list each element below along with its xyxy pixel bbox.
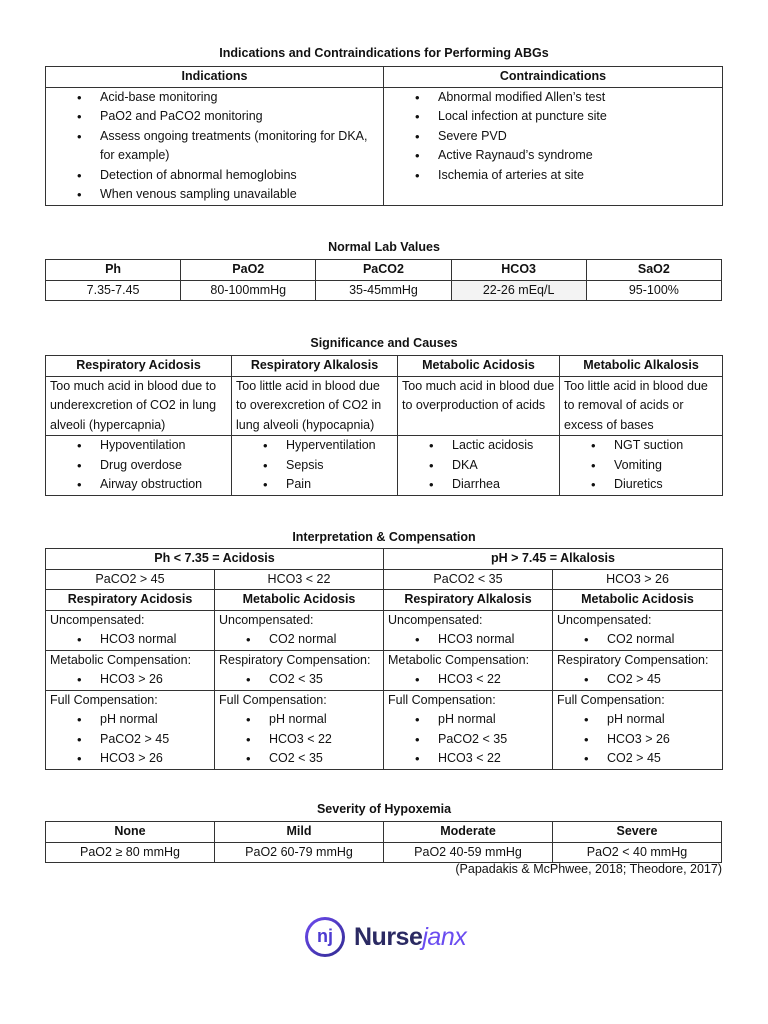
labs-value: 22-26 mEq/L: [451, 280, 586, 301]
list-item: • pH normal: [438, 710, 548, 730]
causes-list-cell: [46, 436, 232, 496]
list-item: • CO2 > 45: [607, 670, 718, 690]
labs-value: 35-45mmHg: [316, 280, 451, 301]
full-compensation-label: Full Compensation:: [50, 692, 158, 707]
list-item: • Sepsis: [286, 456, 393, 476]
list-item: • CO2 normal: [269, 630, 379, 650]
full-compensation-label: Full Compensation:: [388, 692, 496, 707]
list-item: • HCO3 > 26: [100, 749, 210, 769]
full-compensation-label: Full Compensation:: [557, 692, 665, 707]
causes-description: Too much acid in blood due to overproduction of acids: [398, 376, 560, 436]
causes-list: [564, 436, 718, 495]
uncompensated-label: Uncompensated:: [219, 612, 314, 627]
causes-description: Too little acid in blood due to overexcretion of CO2 in lung alveoli (hypocapnia): [232, 376, 398, 436]
interp-group-header: pH > 7.45 = Alkalosis: [384, 549, 723, 570]
list-item: • HCO3 < 22: [438, 749, 548, 769]
compensation-list: [557, 670, 718, 690]
causes-list-cell: [232, 436, 398, 496]
list-item: • Diuretics: [614, 475, 718, 495]
uncompensated-label: Uncompensated:: [50, 612, 145, 627]
interp-type: Respiratory Acidosis: [46, 590, 215, 611]
list-item: • CO2 < 35: [269, 670, 379, 690]
causes-header: Metabolic Alkalosis: [560, 356, 723, 377]
list-item: • Local infection at puncture site: [438, 107, 718, 127]
contraindications-cell: [384, 87, 723, 205]
indications-header: Indications: [46, 67, 384, 88]
hypox-value: PaO2 ≥ 80 mmHg: [46, 842, 215, 863]
list-item: • Severe PVD: [438, 127, 718, 147]
full-compensation-cell: [384, 690, 553, 769]
list-item: • Vomiting: [614, 456, 718, 476]
labs-header: PaCO2: [316, 260, 451, 281]
hypox-header: None: [46, 822, 215, 843]
list-item: • Assess ongoing treatments (monitoring for DKA, for example): [100, 127, 379, 166]
hypox-header: Moderate: [384, 822, 553, 843]
compensation-list: [388, 670, 548, 690]
list-item: • Pain: [286, 475, 393, 495]
causes-description: Too little acid in blood due to removal of acids or excess of bases: [560, 376, 723, 436]
causes-list: [402, 436, 555, 495]
interp-table: [45, 548, 723, 770]
nursejanx-logo: [305, 917, 466, 957]
list-item: • Diarrhea: [452, 475, 555, 495]
labs-value: 95-100%: [586, 280, 721, 301]
logo-brand: Nurse: [354, 922, 423, 951]
list-item: • HCO3 > 26: [100, 670, 210, 690]
uncompensated-list: [219, 630, 379, 650]
list-item: • Drug overdose: [100, 456, 227, 476]
logo-mark-icon: [305, 917, 345, 957]
hypox-value: PaO2 40-59 mmHg: [384, 842, 553, 863]
interp-criteria: PaCO2 > 45: [46, 569, 215, 590]
list-item: • Airway obstruction: [100, 475, 227, 495]
contraindications-list: [388, 88, 718, 186]
list-item: • CO2 normal: [607, 630, 718, 650]
list-item: • Hypoventilation: [100, 436, 227, 456]
causes-list: [236, 436, 393, 495]
citation: (Papadakis & McPhwee, 2018; Theodore, 2017): [455, 862, 722, 876]
uncompensated-label: Uncompensated:: [557, 612, 652, 627]
compensation-label: Respiratory Compensation:: [557, 652, 709, 667]
logo-mark-text: nj: [308, 920, 342, 954]
list-item: • pH normal: [100, 710, 210, 730]
list-item: • HCO3 normal: [100, 630, 210, 650]
hypox-value: PaO2 60-79 mmHg: [215, 842, 384, 863]
list-item: • PaCO2 > 45: [100, 730, 210, 750]
list-item: • HCO3 < 22: [438, 670, 548, 690]
interp-type: Metabolic Acidosis: [553, 590, 723, 611]
list-item: • DKA: [452, 456, 555, 476]
list-item: • Hyperventilation: [286, 436, 393, 456]
compensation-list: [50, 670, 210, 690]
causes-description: Too much acid in blood due to underexcretion of CO2 in lung alveoli (hypercapnia): [46, 376, 232, 436]
list-item: • NGT suction: [614, 436, 718, 456]
labs-value: 80-100mmHg: [181, 280, 316, 301]
causes-header: Respiratory Alkalosis: [232, 356, 398, 377]
hypox-header: Mild: [215, 822, 384, 843]
interp-title: Interpretation & Compensation: [292, 530, 476, 544]
hypox-value: PaO2 < 40 mmHg: [553, 842, 722, 863]
hypox-header: Severe: [553, 822, 722, 843]
causes-table: [45, 355, 723, 496]
causes-title: Significance and Causes: [310, 336, 458, 350]
uncompensated-list: [50, 630, 210, 650]
compensation-cell: [553, 650, 723, 690]
logo-brand-italic: janx: [422, 922, 467, 951]
full-compensation-cell: [215, 690, 384, 769]
interp-criteria: HCO3 > 26: [553, 569, 723, 590]
list-item: • PaO2 and PaCO2 monitoring: [100, 107, 379, 127]
list-item: • HCO3 < 22: [269, 730, 379, 750]
interp-type: Metabolic Acidosis: [215, 590, 384, 611]
causes-header: Metabolic Acidosis: [398, 356, 560, 377]
full-compensation-label: Full Compensation:: [219, 692, 327, 707]
full-compensation-list: [219, 710, 379, 769]
compensation-label: Metabolic Compensation:: [50, 652, 192, 667]
labs-header: SaO2: [586, 260, 721, 281]
uncompensated-list: [557, 630, 718, 650]
uncompensated-label: Uncompensated:: [388, 612, 483, 627]
compensation-cell: [46, 650, 215, 690]
interp-criteria: HCO3 < 22: [215, 569, 384, 590]
contraindications-header: Contraindications: [384, 67, 723, 88]
full-compensation-list: [50, 710, 210, 769]
uncompensated-list: [388, 630, 548, 650]
compensation-list: [219, 670, 379, 690]
abg-title: Indications and Contraindications for Performing ABGs: [219, 46, 549, 60]
list-item: • HCO3 normal: [438, 630, 548, 650]
labs-title: Normal Lab Values: [328, 240, 440, 254]
logo-wordmark: [354, 923, 466, 952]
list-item: • Ischemia of arteries at site: [438, 166, 718, 186]
list-item: • pH normal: [607, 710, 718, 730]
causes-list-cell: [560, 436, 723, 496]
uncompensated-cell: [553, 610, 723, 650]
indications-list: [50, 88, 379, 205]
compensation-label: Respiratory Compensation:: [219, 652, 371, 667]
causes-list-cell: [398, 436, 560, 496]
labs-table: [45, 259, 722, 301]
labs-header: HCO3: [451, 260, 586, 281]
list-item: • Active Raynaud’s syndrome: [438, 146, 718, 166]
list-item: • Abnormal modified Allen’s test: [438, 88, 718, 108]
abg-table: [45, 66, 723, 206]
compensation-cell: [215, 650, 384, 690]
full-compensation-cell: [46, 690, 215, 769]
list-item: • CO2 < 35: [269, 749, 379, 769]
causes-header: Respiratory Acidosis: [46, 356, 232, 377]
uncompensated-cell: [215, 610, 384, 650]
list-item: • PaCO2 < 35: [438, 730, 548, 750]
compensation-cell: [384, 650, 553, 690]
labs-header: PaO2: [181, 260, 316, 281]
uncompensated-cell: [384, 610, 553, 650]
list-item: • When venous sampling unavailable: [100, 185, 379, 205]
hypox-title: Severity of Hypoxemia: [316, 802, 452, 816]
uncompensated-cell: [46, 610, 215, 650]
hypox-table: [45, 821, 722, 863]
interp-type: Respiratory Alkalosis: [384, 590, 553, 611]
interp-criteria: PaCO2 < 35: [384, 569, 553, 590]
compensation-label: Metabolic Compensation:: [388, 652, 530, 667]
interp-group-header: Ph < 7.35 = Acidosis: [46, 549, 384, 570]
full-compensation-list: [388, 710, 548, 769]
full-compensation-list: [557, 710, 718, 769]
list-item: • Acid-base monitoring: [100, 88, 379, 108]
list-item: • CO2 > 45: [607, 749, 718, 769]
list-item: • HCO3 > 26: [607, 730, 718, 750]
list-item: • pH normal: [269, 710, 379, 730]
causes-list: [50, 436, 227, 495]
full-compensation-cell: [553, 690, 723, 769]
labs-header: Ph: [46, 260, 181, 281]
indications-cell: [46, 87, 384, 205]
labs-value: 7.35-7.45: [46, 280, 181, 301]
list-item: • Detection of abnormal hemoglobins: [100, 166, 379, 186]
list-item: • Lactic acidosis: [452, 436, 555, 456]
